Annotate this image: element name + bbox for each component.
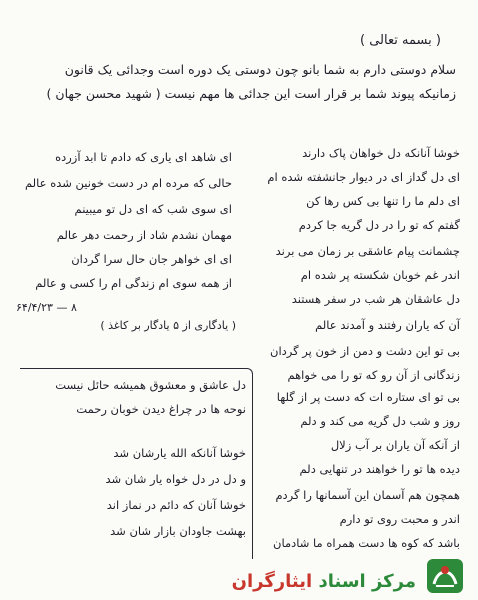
right-poem-line: همچون هم آسمان این آسمانها را گردم <box>275 488 460 502</box>
left-poem-line: ای شاهد ای یاری که دادم تا ابد آزرده <box>55 150 232 164</box>
right-poem-line: زندگانی از آن رو که تو را می خواهم <box>287 368 460 382</box>
poem2-line: خوشا آنانکه الله یارشان شد <box>113 446 246 460</box>
document-title: ( بسمه تعالی ) <box>360 33 441 48</box>
right-poem-line: خوشا آنانکه دل خواهان پاک دارند <box>302 146 460 160</box>
right-poem-line: ای دل گداز ای در دیوار جانشفته شده ام <box>267 170 460 184</box>
right-poem-line: روز و شب دل گریه می کند و دلم <box>300 414 460 428</box>
watermark-main-text: مرکز اسناد <box>318 571 416 592</box>
right-poem-line: دیده ها تو را خواهند در تنهایی دلم <box>299 462 460 476</box>
right-poem-line: بی تو ای ستاره ات که دست پر از گلها <box>276 390 460 404</box>
right-poem-line: گفتم که تو را در دل گریه جا کردم <box>298 218 460 232</box>
poem2-line: نوحه ها در چراغ دیدن خوبان رحمت <box>76 402 246 416</box>
right-poem-line: از آنکه آن یاران بر آب زلال <box>330 438 460 452</box>
right-poem-line: ای دلم ما را تنها بی کس رها کن <box>306 194 460 208</box>
intro-line-1: سلام دوستی دارم به شما بانو چون دوستی یک دوره است وجدائی یک قانون <box>64 62 456 77</box>
memory-line: ( یادگاری از ۵ یادگار بر کاغذ ) <box>100 319 236 332</box>
watermark-accent-text: ایثارگران <box>231 571 313 592</box>
right-poem-line: چشمانت پیام عاشقی بر زمان می برند <box>275 244 460 258</box>
right-poem-line: اندر و محبت روی تو دارم <box>339 512 460 526</box>
left-poem-line: ای ای خواهر جان حال سرا گردان <box>71 252 232 266</box>
poem2-line: و دل در دل خواه یار شان شد <box>105 472 246 486</box>
archive-watermark <box>232 571 416 592</box>
right-poem-line: دل عاشقان هر شب در سفر هستند <box>291 292 460 306</box>
left-poem-line: حالی که مرده ام در دست خونین شده عالم <box>25 176 232 190</box>
poem2-line: دل عاشق و معشوق همیشه حائل نیست <box>55 378 246 392</box>
right-poem-line: باشد که کوه ها دست همراه ما شادمان <box>273 536 460 550</box>
right-poem-line: آن که یاران رفتند و آمدند عالم <box>315 318 460 332</box>
right-poem-line: بی تو این دشت و دمن از خون پر گردان <box>270 344 460 358</box>
poem2-line: خوشا آنان که دائم در نماز اند <box>106 498 246 512</box>
intro-line-2: زمانیکه پیوند شما بر قرار است این جدائی ها مهم نیست ( شهید محسن جهان ) <box>46 86 456 101</box>
left-poem-line: مهمان نشدم شاد از رحمت دهر عالم <box>56 228 232 242</box>
left-poem-line: از همه سوی ام زندگی ام را کسی و عالم <box>35 276 232 290</box>
poem2-line: بهشت جاودان بازار شان شد <box>110 524 246 538</box>
archive-logo-icon <box>426 558 464 594</box>
left-poem-line: ای سوی شب که ای دل تو میبینم <box>74 202 232 216</box>
right-poem-line: اندر غم خوبان شکسته پر شده ام <box>300 268 460 282</box>
date-line: ۶۴/۴/۲۳ — ۸ <box>16 301 77 314</box>
